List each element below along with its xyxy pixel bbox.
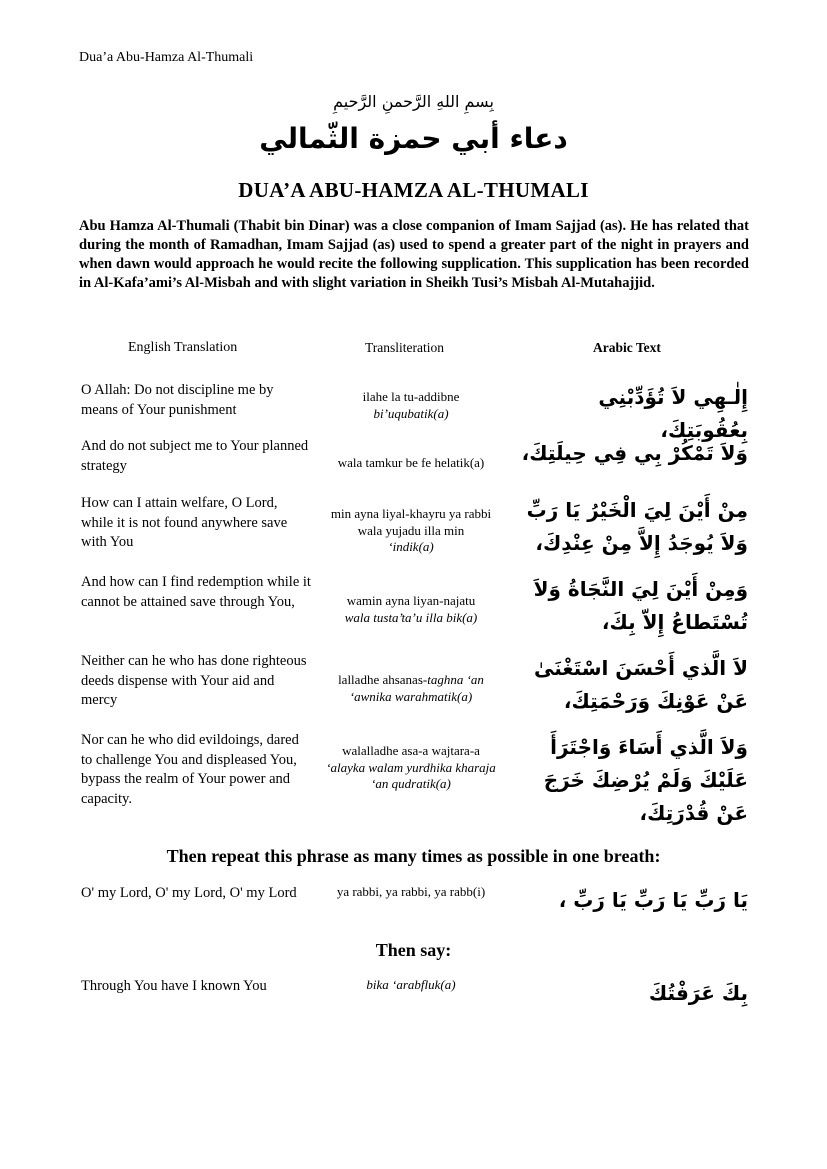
transliteration [318,506,504,556]
transliteration-italic: ‘indik(a) [388,539,434,554]
arabic-title: دعاء أبي حمزة الثّمالي [259,122,568,155]
column-header-transliteration: Transliteration [365,340,444,355]
page-header-title: Dua’a Abu-Hamza Al-Thumali [79,50,254,65]
english-translation: And do not subject me to Your planned strategy [81,438,309,474]
transliteration-text: min ayna liyal-khayru ya rabbi wala yujadu illa min [330,506,492,538]
then-say-heading: Then say: [375,940,452,960]
transliteration-italic: bi’uqubatik(a) [373,405,449,421]
bismillah: بِسمِ اللهِ الرَّحمنِ الرَّحيمِ [333,92,494,111]
english-translation: O Allah: Do not discipline me by means of Your punishment [81,382,274,418]
column-header-english: English Translation [128,340,238,355]
transliteration [318,743,504,793]
transliteration-text: wala tamkur be fe helatik(a) [337,455,485,470]
arabic-text: مِنْ أَيْنَ لِيَ الْخَيْرُ يَا رَبِّ وَلاَ يُوجَدُ إِلاَّ مِنْ عِنْدِكَ، [526,498,748,555]
repeat-heading: Then repeat this phrase as many times as possible in one breath: [166,846,661,866]
transliteration-italic: ‘alayka walam yurdhika kharaja ‘an qudratik(a) [326,759,496,791]
transliteration-text: ilahe la tu-addibne [362,389,460,404]
transliteration-text: walalladhe asa-a wajtara-a [342,743,480,758]
column-header-arabic: Arabic Text [593,340,661,355]
english-translation: How can I attain welfare, O Lord, while it is not found anywhere save with You [81,495,288,550]
transliteration-text: lalladhe ahsanas- [338,672,428,687]
arabic-text: وَلاَ الَّذي أَسَاءَ وَاجْتَرَأَ عَلَيْكَ وَلَمْ يُرْضِكَ خَرَجَ عَنْ قُدْرَتِكَ، [543,735,748,825]
arabic-text: لاَ الَّذي أَحْسَنَ اسْتَغْنَىٰ عَنْ عَوْنِكَ وَرَحْمَتِكَ، [533,656,748,713]
transliteration [318,389,504,422]
english-translation: Nor can he who did evildoings, dared to challenge You and displeased You, bypass the realm of Your power and capacity. [81,732,299,807]
transliteration-italic: bika ‘arabfluk(a) [366,977,456,992]
arabic-text: إِلٰـهِي لاَ تُؤَدِّبْنِي بِعُقُوبَتِكَ، [598,385,748,442]
intro-paragraph: Abu Hamza Al-Thumali (Thabit bin Dinar) was a close companion of Imam Sajjad (as). He has related that during the month of Ramadhan, Imam Sajjad (as) used to spend a greater part of the night in prayers and when dawn would approach he would recite the following supplication. This supplication has been recorded in Al-Kafa’ami’s Al-Misbah and with slight variation in Sheikh Tusi’s Misbah Al-Mutahajjid. [79,218,749,291]
transliteration [318,672,504,705]
arabic-text: وَمِنْ أَيْنَ لِيَ النَّجَاةُ وَلاَ تُسْتَطاعُ إِلاّ بِكَ، [533,577,748,634]
transliteration-italic: wala tusta’ta’u illa bik(a) [344,609,478,625]
english-translation: And how can I find redemption while it cannot be attained save through You, [81,574,311,610]
transliteration-text: wamin ayna liyan-najatu [346,593,476,608]
transliteration: ya rabbi, ya rabbi, ya rabb(i) [336,884,486,899]
arabic-text: وَلاَ تَمْكُرْ بِي فِي حِيلَتِكَ، [521,441,748,465]
english-translation: Through You have I known You [81,978,267,994]
arabic-text: بِكَ عَرَفْتُكَ [648,981,748,1005]
transliteration [318,455,504,472]
english-translation: Neither can he who has done righteous deeds dispense with Your aid and mercy [81,653,307,708]
arabic-text: يَا رَبِّ يَا رَبِّ يَا رَبِّ ، [558,888,748,912]
transliteration [318,593,504,626]
main-title: DUA’A ABU-HAMZA AL-THUMALI [238,178,589,202]
transliteration [318,977,504,994]
english-translation: O' my Lord, O' my Lord, O' my Lord [81,885,297,901]
transliteration-italic: taghna ‘an ‘awnika warahmatik(a) [349,672,484,704]
